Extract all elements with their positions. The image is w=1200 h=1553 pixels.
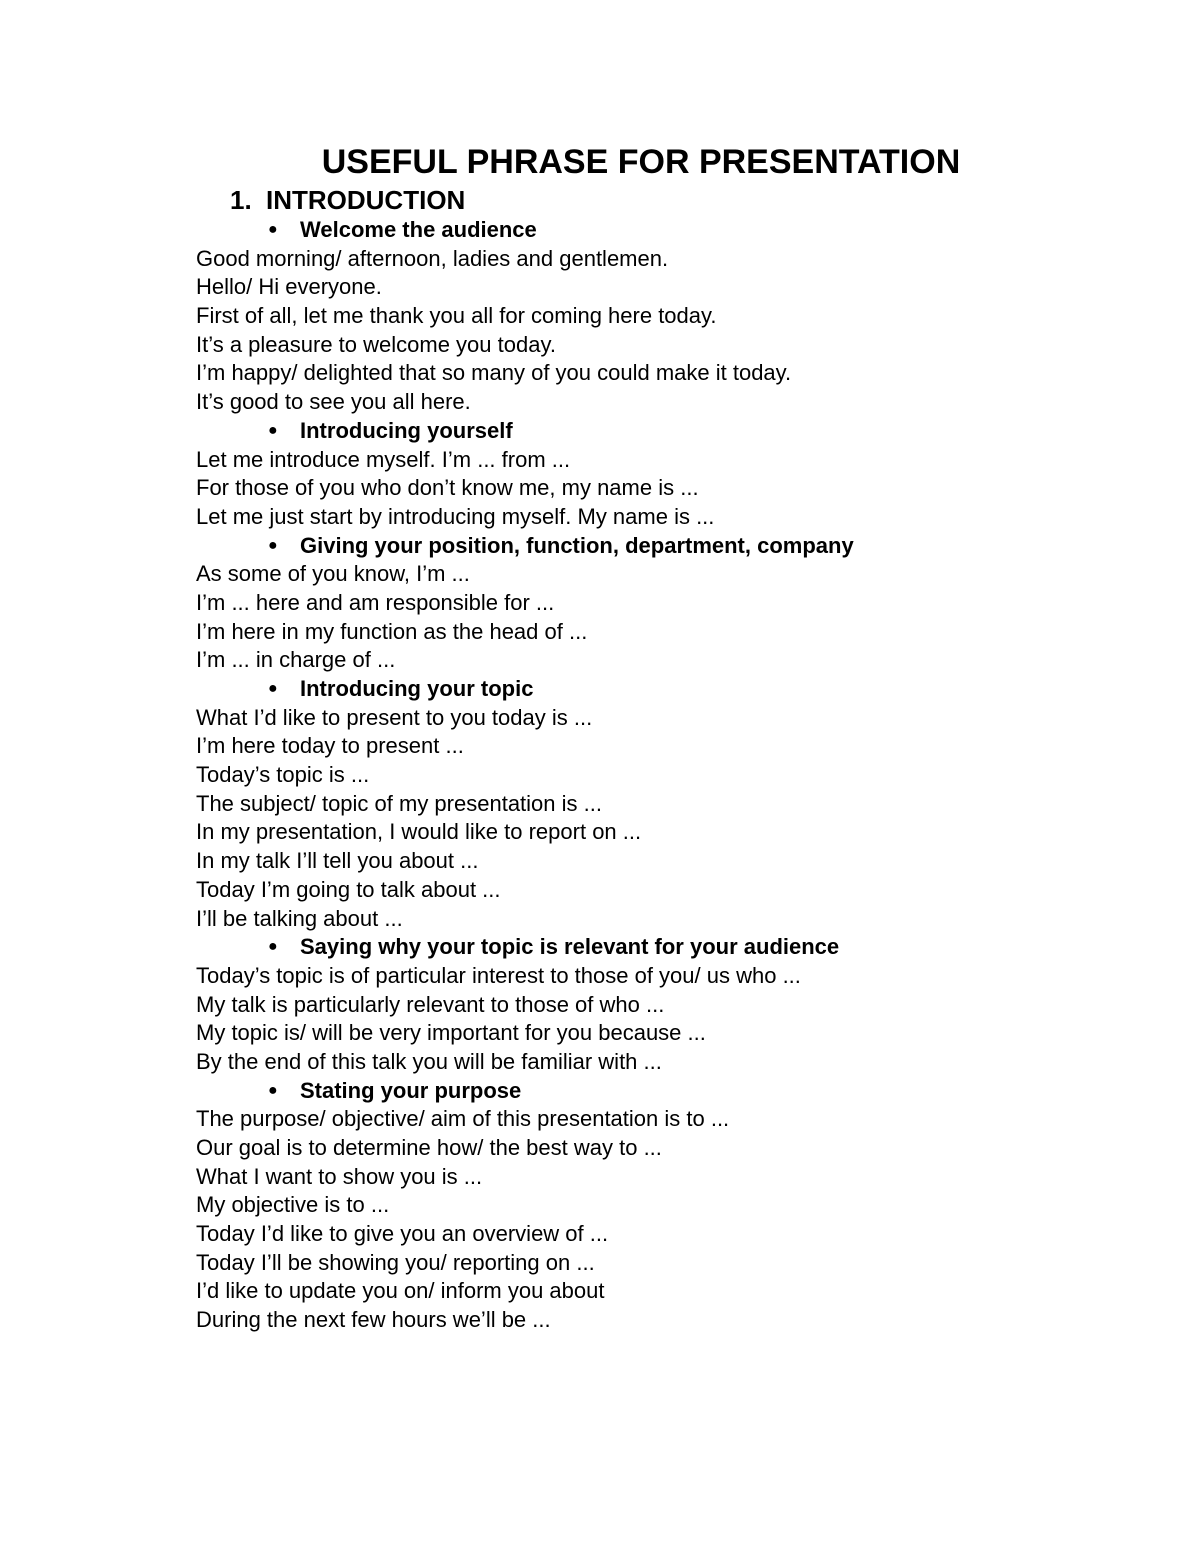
document-title: USEFUL PHRASE FOR PRESENTATION — [321, 143, 961, 181]
phrase-line: In my presentation, I would like to report on ... — [196, 819, 642, 845]
subheading-label: Giving your position, function, department, company — [300, 532, 854, 558]
subheading-giving-your-position — [268, 532, 1156, 561]
phrase-line: As some of you know, I’m ... — [196, 561, 470, 587]
phrase-line: The purpose/ objective/ aim of this presentation is to ... — [196, 1106, 730, 1132]
subheading-label: Introducing yourself — [300, 417, 513, 443]
phrase-line: First of all, let me thank you all for coming here today. — [196, 303, 717, 329]
phrase-line: I’d like to update you on/ inform you about — [196, 1278, 605, 1304]
phrase-line: My objective is to ... — [196, 1192, 390, 1218]
phrase-line: The subject/ topic of my presentation is ... — [196, 790, 602, 816]
section-title: INTRODUCTION — [266, 185, 466, 215]
subheading-label: Introducing your topic — [300, 676, 534, 701]
phrase-line: Good morning/ afternoon, ladies and gentlemen. — [196, 245, 669, 271]
phrase-line: My talk is particularly relevant to those of who ... — [196, 991, 665, 1017]
phrase-line: Today I’ll be showing you/ reporting on ... — [196, 1249, 595, 1275]
document-body — [196, 184, 1156, 1335]
phrase-line: My topic is/ will be very important for you because ... — [196, 1020, 706, 1046]
phrase-line: It’s good to see you all here. — [196, 389, 471, 415]
section-heading-introduction — [230, 184, 1156, 216]
phrase-line: I’ll be talking about ... — [196, 905, 403, 931]
subheading-stating-your-purpose — [268, 1077, 1156, 1106]
subheading-label: Saying why your topic is relevant for your audience — [300, 934, 840, 960]
subheading-saying-why-relevant — [268, 933, 1156, 962]
bullet-icon: ● — [268, 1081, 278, 1099]
bullet-icon: ● — [268, 680, 278, 697]
bullet-icon: ● — [268, 536, 278, 554]
phrase-line: Today I’d like to give you an overview of ... — [196, 1221, 609, 1247]
subheading-welcome-the-audience — [268, 216, 1156, 245]
bullet-icon: ● — [268, 938, 278, 956]
phrase-line: What I’d like to present to you today is ... — [196, 704, 593, 730]
phrase-line: By the end of this talk you will be familiar with ... — [196, 1048, 662, 1074]
phrase-line: What I want to show you is ... — [196, 1163, 483, 1189]
phrase-line: Today’s topic is ... — [196, 762, 370, 788]
phrase-line: In my talk I’ll tell you about ... — [196, 848, 479, 874]
phrase-line: During the next few hours we’ll be ... — [196, 1307, 551, 1333]
phrase-line: Let me introduce myself. I’m ... from ... — [196, 446, 571, 472]
phrase-line: I’m here today to present ... — [196, 733, 464, 759]
phrase-line: Today I’m going to talk about ... — [196, 876, 501, 902]
subheading-introducing-your-topic — [268, 675, 1156, 704]
phrase-line: I’m ... in charge of ... — [196, 647, 396, 673]
bullet-icon: ● — [268, 221, 278, 238]
bullet-icon: ● — [268, 421, 278, 439]
subheading-label: Stating your purpose — [300, 1077, 522, 1103]
phrase-line: It’s a pleasure to welcome you today. — [196, 331, 556, 357]
phrase-line: I’m ... here and am responsible for ... — [196, 589, 555, 615]
phrase-line: Today’s topic is of particular interest to those of you/ us who ... — [196, 962, 801, 988]
phrase-line: I’m here in my function as the head of ... — [196, 618, 588, 644]
phrase-line: Let me just start by introducing myself. My name is ... — [196, 503, 715, 529]
section-number: 1. — [230, 185, 252, 215]
phrase-line: For those of you who don’t know me, my name is ... — [196, 475, 699, 501]
phrase-line: Our goal is to determine how/ the best way to ... — [196, 1135, 662, 1160]
subheading-label: Welcome the audience — [300, 217, 537, 242]
phrase-line: Hello/ Hi everyone. — [196, 274, 382, 300]
phrase-line: I’m happy/ delighted that so many of you could make it today. — [196, 360, 792, 386]
subheading-introducing-yourself — [268, 417, 1156, 446]
